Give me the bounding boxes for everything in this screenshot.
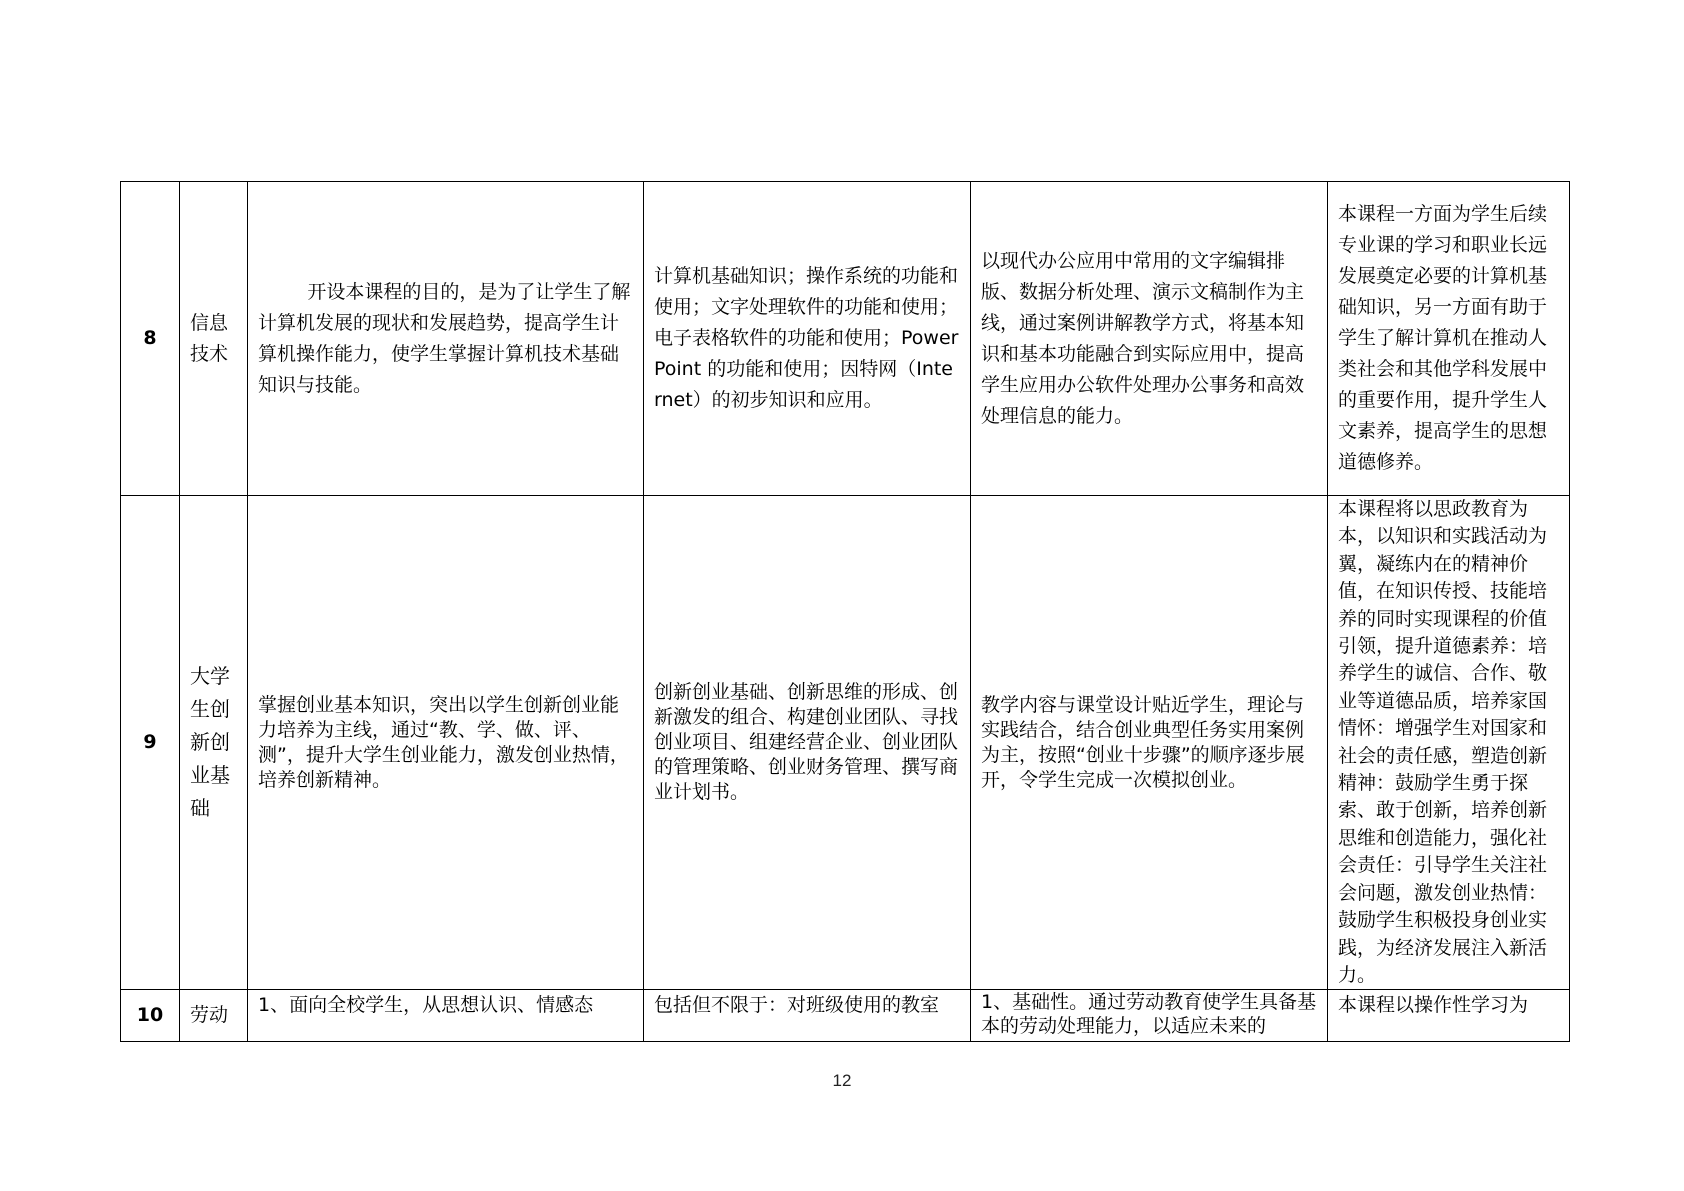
ideological-elements: 本课程一方面为学生后续专业课的学习和职业长远发展奠定必要的计算机基础知识，另一方面有助于学生了解计算机在推动人类社会和其他学科发展中的重要作用，提升学生人文素养，提高学生的思想道德修养。	[1328, 182, 1570, 496]
teaching-requirements: 1、基础性。通过劳动教育使学生具备基本的劳动处理能力，以适应未来的	[971, 990, 1328, 1042]
teaching-requirements: 教学内容与课堂设计贴近学生，理论与实践结合，结合创业典型任务实用案例为主，按照“创业十步骤”的顺序逐步展开，令学生完成一次模拟创业。	[971, 496, 1328, 990]
course-goal: 掌握创业基本知识，突出以学生创新创业能力培养为主线，通过“教、学、做、评、测”，提升大学生创业能力，激发创业热情，培养创新精神。	[248, 496, 644, 990]
course-name: 劳动	[180, 990, 248, 1042]
course-content: 创新创业基础、创新思维的形成、创新激发的组合、构建创业团队、寻找创业项目、组建经营企业、创业团队的管理策略、创业财务管理、撰写商业计划书。	[644, 496, 971, 990]
course-name: 大学生创新创业基础	[180, 496, 248, 990]
ideological-elements: 本课程以操作性学习为	[1328, 990, 1570, 1042]
table-row	[121, 182, 1570, 496]
table-row	[121, 990, 1570, 1042]
course-table	[120, 181, 1570, 1042]
course-content: 计算机基础知识；操作系统的功能和使用；文字处理软件的功能和使用；电子表格软件的功能和使用；PowerPoint 的功能和使用；因特网（Internet）的初步知识和应用。	[644, 182, 971, 496]
row-number: 8	[121, 182, 180, 496]
row-number: 9	[121, 496, 180, 990]
course-goal: 开设本课程的目的，是为了让学生了解计算机发展的现状和发展趋势，提高学生计算机操作能力，使学生掌握计算机技术基础知识与技能。	[248, 182, 644, 496]
row-number: 10	[121, 990, 180, 1042]
course-name: 信息技术	[180, 182, 248, 496]
course-goal: 1、面向全校学生，从思想认识、情感态	[248, 990, 644, 1042]
ideological-elements: 本课程将以思政教育为本，以知识和实践活动为翼，凝练内在的精神价值，在知识传授、技能培养的同时实现课程的价值引领，提升道德素养：培养学生的诚信、合作、敬业等道德品质，培养家国情怀：增强学生对国家和社会的责任感，塑造创新精神：鼓励学生勇于探索、敢于创新，培养创新思维和创造能力，强化社会责任：引导学生关注社会问题，激发创业热情：鼓励学生积极投身创业实践，为经济发展注入新活力。	[1328, 496, 1570, 990]
teaching-requirements: 以现代办公应用中常用的文字编辑排版、数据分析处理、演示文稿制作为主线，通过案例讲解教学方式，将基本知识和基本功能融合到实际应用中，提高学生应用办公软件处理办公事务和高效处理信息的能力。	[971, 182, 1328, 496]
course-content: 包括但不限于：对班级使用的教室	[644, 990, 971, 1042]
table-row	[121, 496, 1570, 990]
page-number: 12	[832, 1071, 852, 1090]
